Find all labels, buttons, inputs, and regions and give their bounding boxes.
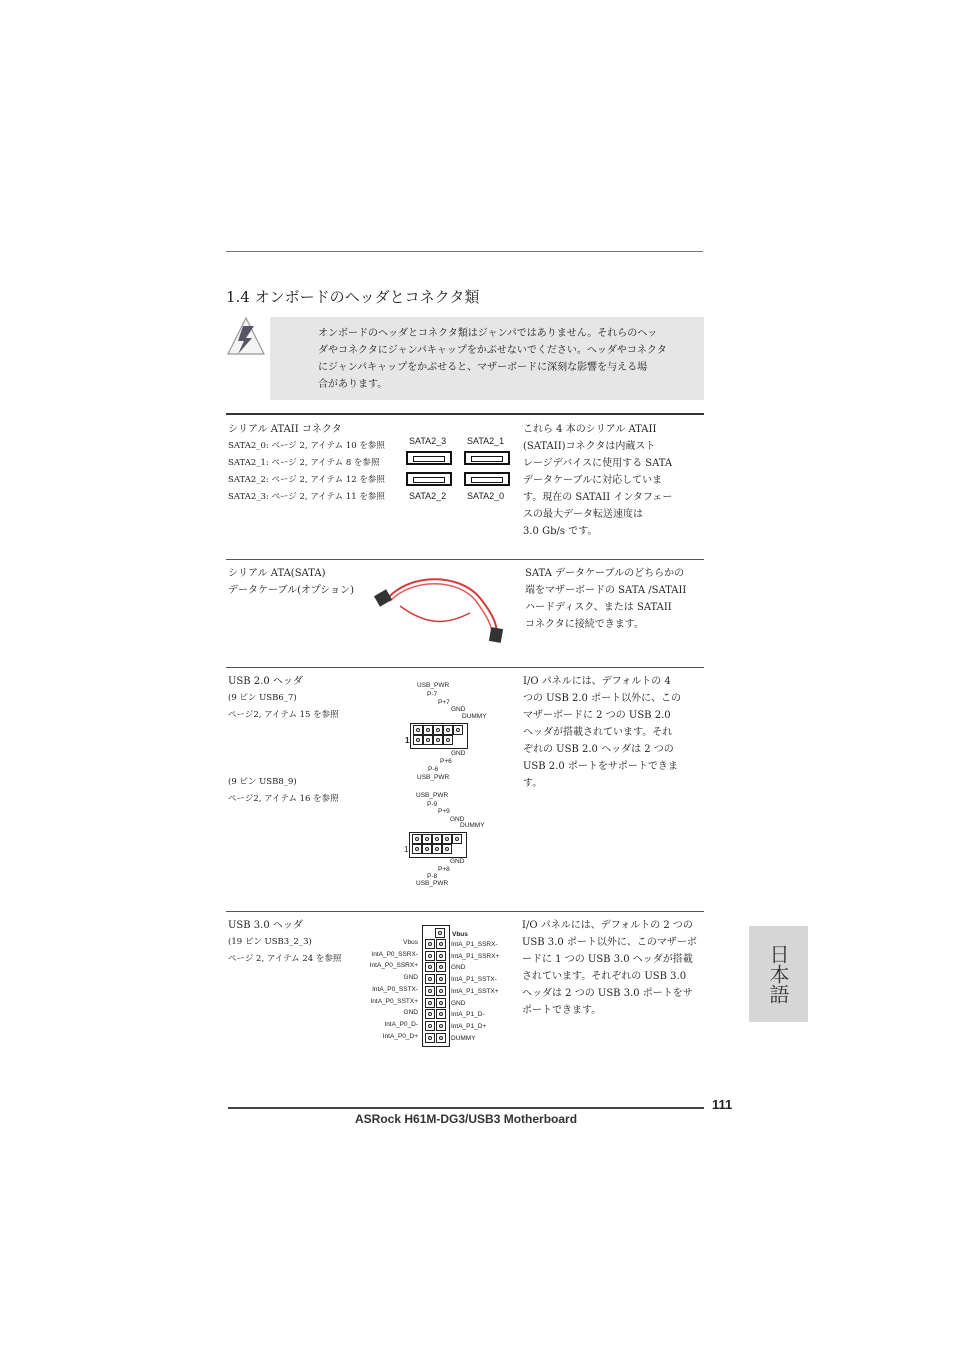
sata-cable-description (525, 565, 686, 633)
desc-line: USB 3.0 ポート以外に、このマザーボ (522, 937, 697, 948)
usb3-description (522, 917, 697, 1019)
usb2-title: USB 2.0 ヘッダ (228, 676, 303, 687)
sata-label: SATA2_2 (409, 491, 447, 501)
sata2-0-connector (464, 472, 510, 486)
desc-line: 端をマザーボードの SATA /SATAII (525, 585, 687, 596)
desc-line: ヘッダは 2 つの USB 3.0 ポートをサ (522, 988, 693, 999)
language-tab (749, 926, 808, 1022)
desc-line: マザーボードに 2 つの USB 2.0 (523, 710, 671, 721)
usb3-pin (436, 1009, 446, 1019)
usb2-pins: (9 ピン USB8_9) (228, 777, 297, 787)
sata-label: SATA2_1 (467, 436, 505, 446)
page-number: 111 (712, 1097, 733, 1112)
section-divider (226, 667, 704, 668)
pin-label: USB_PWR (416, 792, 449, 799)
section-divider (226, 911, 704, 912)
desc-line: I/O パネルには、デフォルトの 4 (523, 676, 671, 687)
pin-label: DUMMY (451, 1034, 476, 1042)
desc-line: されています。それぞれの USB 3.0 (522, 971, 687, 982)
pin-label: GND (451, 964, 466, 972)
sata-cable-left (228, 565, 354, 599)
usb3-pin (425, 1021, 435, 1031)
pin-label: GND (403, 974, 418, 982)
pin-label: USB_PWR (417, 774, 450, 781)
pin-label: P-8 (427, 873, 438, 880)
pin-label: IntA_P1_SSRX- (451, 941, 498, 948)
usb2-ref: ページ2, アイテム 16 を参照 (228, 794, 339, 804)
pin-label: GND (451, 706, 466, 713)
usb3-pin (436, 986, 446, 996)
sata-ref: SATA2_3: ページ 2, アイテム 11 を参照 (228, 492, 385, 502)
desc-line: これら 4 本のシリアル ATAII (523, 424, 657, 435)
desc-line: SATA データケーブルのどちらかの (525, 568, 685, 579)
usb3-pin (436, 974, 446, 984)
usb3-pin (425, 939, 435, 949)
usb3-header-diagram (355, 923, 520, 1053)
sata2-3-connector (406, 451, 452, 465)
pin-1-label: 1 (405, 736, 410, 745)
desc-line: I/O パネルには、デフォルトの 2 つの (522, 920, 693, 931)
desc-line: USB 2.0 ポートをサポートできま (523, 761, 678, 772)
sata-cable-illustration (370, 568, 520, 648)
pin-label: IntA_P0_SSTX+ (370, 997, 418, 1005)
section-title (226, 286, 479, 307)
usb3-left-labels (357, 937, 418, 1042)
usb3-title: USB 3.0 ヘッダ (228, 920, 303, 931)
footer-rule (228, 1107, 704, 1109)
pin-label: IntA_P0_SSRX- (371, 950, 418, 958)
usb3-ref: ページ 2, アイテム 24 を参照 (228, 954, 342, 964)
language-tab-label: 日本語 (766, 944, 790, 1004)
desc-line: レージデバイスに使用する SATA (523, 458, 673, 469)
pin-label: Vbus (452, 931, 468, 938)
desc-line: ぞれの USB 2.0 ヘッダは 2 つの (523, 744, 674, 755)
sata-label: SATA2_3 (409, 436, 447, 446)
pin-label: DUMMY (460, 822, 485, 829)
desc-line: データケーブルに対応していま (523, 475, 663, 486)
warning-line: にジャンパキャップをかぶせると、マザーボードに深刻な影響を与える場 (318, 362, 648, 373)
desc-line: ヘッダが搭載されています。それ (523, 727, 673, 738)
sata-connectors-left (228, 421, 385, 506)
section-title-text: オンボードのヘッダとコネクタ類 (254, 288, 480, 306)
usb3-pin (425, 1009, 435, 1019)
desc-line: コネクタに接続できます。 (525, 619, 644, 630)
usb3-pin (425, 998, 435, 1008)
pin-label: GND (450, 858, 465, 865)
usb3-pin (425, 951, 435, 961)
pin-label: IntA_P0_SSTX- (372, 985, 418, 993)
desc-line: す。 (523, 778, 543, 789)
warning-box (270, 317, 704, 400)
pin-1-label: 1 (404, 845, 409, 854)
pin-label: IntA_P1_SSTX+ (451, 987, 499, 995)
usb3-pin (436, 951, 446, 961)
sata-ref: SATA2_1: ページ 2, アイテム 8 を参照 (228, 458, 380, 468)
pin-label: IntA_P1_SSTX- (451, 976, 497, 984)
usb3-pin (425, 974, 435, 984)
pin-label: P-6 (428, 766, 439, 773)
footer-product: ASRock H61M-DG3/USB3 Motherboard (355, 1112, 578, 1126)
section-divider (226, 413, 704, 415)
usb3-right-labels (451, 939, 499, 1044)
usb2-description (523, 673, 681, 792)
pin-label: IntA_P1_D+ (451, 1022, 487, 1030)
usb3-pin (436, 1033, 446, 1043)
sata2-1-connector (464, 451, 510, 465)
sata-description (523, 421, 672, 540)
desc-line: (SATAII)コネクタは内蔵スト (523, 441, 656, 452)
sata-title: シリアル ATAII コネクタ (228, 424, 342, 435)
pin-label: IntA_P1_D- (451, 1011, 485, 1019)
pin-label: IntA_P0_D- (384, 1020, 418, 1028)
usb3-pin (425, 962, 435, 972)
pin-label: USB_PWR (417, 682, 450, 689)
desc-line: 3.0 Gb/s です。 (523, 526, 598, 537)
usb2-left-2 (228, 774, 339, 808)
pin-label: IntA_P0_D+ (382, 1032, 418, 1040)
usb3-pin (436, 998, 446, 1008)
usb2-ref: ページ2, アイテム 15 を参照 (228, 710, 339, 720)
usb3-pin (436, 1021, 446, 1031)
usb3-pin (425, 1033, 435, 1043)
sata-ref: SATA2_2: ページ 2, アイテム 12 を参照 (228, 475, 385, 485)
sata2-2-connector (406, 472, 452, 486)
desc-line: ードに 1 つの USB 3.0 ヘッダが搭載 (522, 954, 693, 965)
usb2-header-diagram-2 (400, 790, 500, 895)
pin-label: P-9 (427, 801, 438, 808)
pin-label: P+6 (440, 758, 452, 765)
pin-label: IntA_P1_SSRX+ (451, 952, 500, 960)
desc-line: つの USB 2.0 ポート以外に、この (523, 693, 682, 704)
desc-line: スの最大データ転送速度は (523, 509, 643, 520)
pin-label: Vbus (403, 939, 418, 946)
desc-line: す。現在の SATAII インタフェー (523, 492, 673, 503)
usb3-pin (436, 939, 446, 949)
desc-line: ポートできます。 (522, 1005, 602, 1016)
desc-line: ハードディスク、または SATAII (525, 602, 672, 613)
usb2-pins: (9 ピン USB6_7) (228, 693, 297, 703)
warning-lightning-icon (226, 316, 266, 356)
sata-cable-title: シリアル ATA(SATA) (228, 568, 326, 579)
usb2-header-diagram-1 (400, 680, 500, 785)
pin-label: P-7 (427, 691, 438, 698)
pin-label: DUMMY (462, 713, 487, 720)
usb3-left (228, 917, 341, 968)
usb3-pin (425, 986, 435, 996)
warning-icon-wrap (226, 316, 266, 360)
pin-label: GND (450, 816, 465, 823)
pin-label: IntA_P0_SSRX+ (369, 962, 418, 970)
usb2-left (228, 673, 339, 724)
section-divider (226, 559, 704, 560)
sata-label: SATA2_0 (467, 491, 505, 501)
warning-line: ダやコネクタにジャンパキャップをかぶせないでください。ヘッダやコネクタ (318, 345, 667, 356)
pin-label: P+8 (438, 866, 450, 873)
pin-label: P+9 (438, 808, 450, 815)
section-number: 1.4 (226, 288, 250, 306)
pin-label: USB_PWR (416, 880, 449, 887)
pin-label: GND (451, 999, 466, 1007)
usb3-pin (436, 962, 446, 972)
warning-line: オンボードのヘッダとコネクタ類はジャンパではありません。それらのヘッ (318, 328, 658, 339)
pin-label: P+7 (438, 699, 450, 706)
usb3-pins: (19 ピン USB3_2_3) (228, 937, 312, 947)
top-rule (226, 251, 703, 252)
sata-ref: SATA2_0: ページ 2, アイテム 10 を参照 (228, 441, 385, 451)
warning-line: 合があります。 (318, 379, 388, 390)
pin-label: GND (403, 1009, 418, 1017)
sata-cable-subtitle: データケーブル(オプション) (228, 585, 355, 596)
pin-label: GND (451, 750, 466, 757)
